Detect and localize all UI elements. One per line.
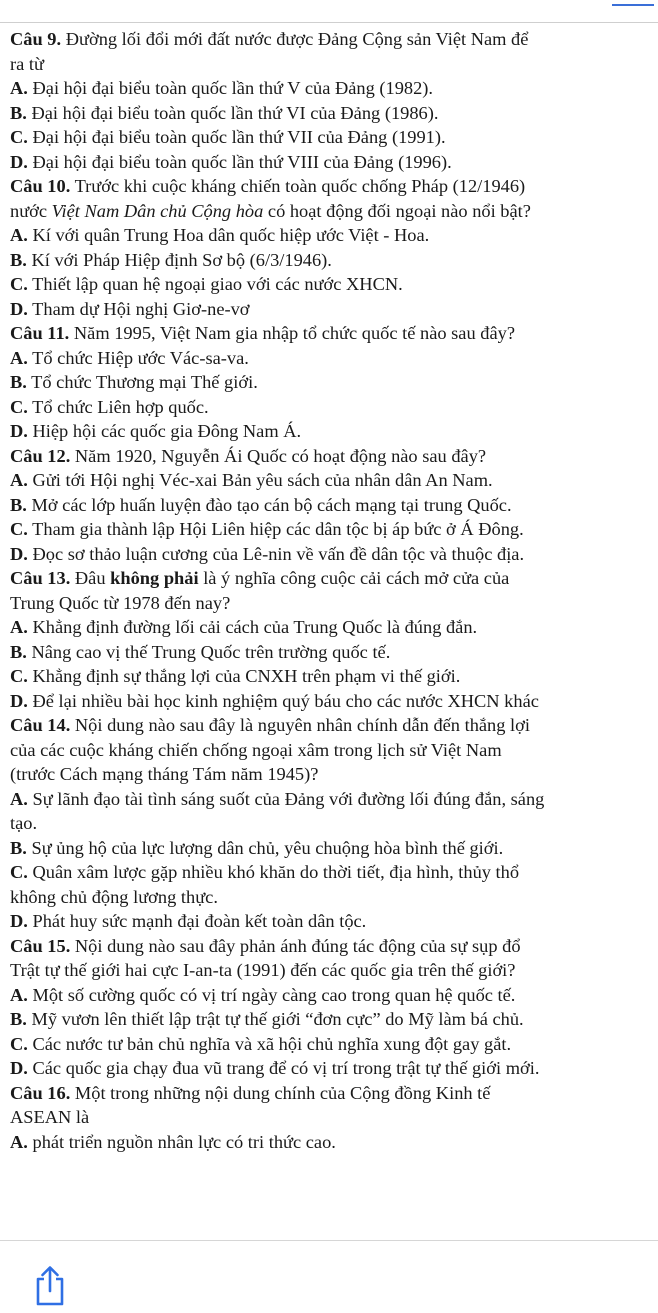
question-16-stem: Câu 16. Một trong những nội dung chính của Cộng đồng Kinh tế — [10, 1082, 491, 1103]
question-11-option-c: C. Tổ chức Liên hợp quốc. — [10, 396, 209, 417]
question-15-stem: Câu 15. Nội dung nào sau đây phản ánh đúng tác động của sự sụp đổ — [10, 935, 521, 956]
question-9-stem: Câu 9. Đường lối đổi mới đất nước được Đảng Cộng sản Việt Nam để — [10, 29, 529, 49]
question-9-option-d: D. Đại hội đại biểu toàn quốc lần thứ VIII của Đảng (1996). — [10, 151, 452, 172]
question-13-stem: Câu 13. Đâu không phải là ý nghĩa công cuộc cải cách mở cửa của — [10, 568, 510, 588]
question-15-option-b: B. Mỹ vươn lên thiết lập trật tự thế giới “đơn cực” do Mỹ làm bá chủ. — [10, 1009, 524, 1029]
question-13-option-a: A. Khẳng định đường lối cải cách của Trung Quốc là đúng đắn. — [10, 617, 478, 637]
question-10-stem-cont: nước Việt Nam Dân chủ Cộng hòa có hoạt động đối ngoại nào nổi bật? — [10, 200, 531, 221]
question-14-stem-cont-2: (trước Cách mạng tháng Tám năm 1945)? — [10, 764, 319, 784]
question-9-option-a: A. Đại hội đại biểu toàn quốc lần thứ V của Đảng (1982). — [10, 78, 434, 98]
question-15-option-c: C. Các nước tư bản chủ nghĩa và xã hội chủ nghĩa xung đột gay gắt. — [10, 1033, 512, 1054]
share-icon — [33, 1296, 67, 1311]
question-9-option-b: B. Đại hội đại biểu toàn quốc lần thứ VI của Đảng (1986). — [10, 102, 439, 123]
question-11-option-b: B. Tổ chức Thương mại Thế giới. — [10, 372, 258, 392]
question-14-option-d: D. Phát huy sức mạnh đại đoàn kết toàn dân tộc. — [10, 911, 367, 931]
share-button[interactable] — [33, 1264, 67, 1308]
question-15-stem-cont: Trật tự thế giới hai cực I-an-ta (1991) đến các quốc gia trên thế giới? — [10, 960, 516, 980]
question-16-stem-cont: ASEAN là — [10, 1107, 90, 1127]
question-9-stem-cont: ra từ — [10, 53, 44, 74]
question-13-option-b: B. Nâng cao vị thế Trung Quốc trên trường quốc tế. — [10, 641, 391, 662]
question-14-option-a: A. Sự lãnh đạo tài tình sáng suốt của Đảng với đường lối đúng đắn, sáng — [10, 788, 545, 809]
top-accent-bar — [612, 4, 654, 6]
question-15-option-a: A. Một số cường quốc có vị trí ngày càng cao trong quan hệ quốc tế. — [10, 984, 516, 1005]
question-16-option-a: A. phát triển nguồn nhân lực có tri thức cao. — [10, 1131, 336, 1152]
question-12-option-c: C. Tham gia thành lập Hội Liên hiệp các dân tộc bị áp bức ở Á Đông. — [10, 519, 524, 539]
question-14-option-c-cont: không chủ động lương thực. — [10, 886, 218, 907]
question-14-option-c: C. Quân xâm lược gặp nhiều khó khăn do thời tiết, địa hình, thủy thổ — [10, 862, 520, 882]
question-12-option-b: B. Mở các lớp huấn luyện đào tạo cán bộ cách mạng tại trung Quốc. — [10, 494, 512, 515]
question-12-option-a: A. Gửi tới Hội nghị Véc-xai Bản yêu sách của nhân dân An Nam. — [10, 470, 493, 490]
question-10-option-b: B. Kí với Pháp Hiệp định Sơ bộ (6/3/1946). — [10, 249, 332, 270]
question-12-option-d: D. Đọc sơ thảo luận cương của Lê-nin về vấn đề dân tộc và thuộc địa. — [10, 543, 525, 564]
question-11-option-a: A. Tổ chức Hiệp ước Vác-sa-va. — [10, 347, 249, 368]
question-14-stem-cont-1: của các cuộc kháng chiến chống ngoại xâm trong lịch sử Việt Nam — [10, 739, 502, 760]
question-10-option-c: C. Thiết lập quan hệ ngoại giao với các nước XHCN. — [10, 274, 403, 294]
question-11-option-d: D. Hiệp hội các quốc gia Đông Nam Á. — [10, 421, 302, 441]
question-14-stem: Câu 14. Nội dung nào sau đây là nguyên nhân chính dẫn đến thắng lợi — [10, 715, 530, 735]
question-10-stem: Câu 10. Trước khi cuộc kháng chiến toàn quốc chống Pháp (12/1946) — [10, 176, 526, 196]
top-divider — [0, 22, 658, 23]
question-10-option-d: D. Tham dự Hội nghị Giơ-ne-vơ — [10, 298, 250, 319]
question-10-option-a: A. Kí với quân Trung Hoa dân quốc hiệp ước Việt - Hoa. — [10, 225, 430, 245]
question-14-option-a-cont: tạo. — [10, 813, 38, 833]
question-13-option-d: D. Để lại nhiều bài học kinh nghiệm quý báu cho các nước XHCN khác — [10, 690, 539, 711]
document-page — [10, 27, 658, 1154]
question-15-option-d: D. Các quốc gia chạy đua vũ trang để có vị trí trong trật tự thế giới mới. — [10, 1058, 540, 1078]
question-12-stem: Câu 12. Năm 1920, Nguyễn Ái Quốc có hoạt động nào sau đây? — [10, 445, 487, 466]
question-9-option-c: C. Đại hội đại biểu toàn quốc lần thứ VII của Đảng (1991). — [10, 127, 446, 147]
question-13-option-c: C. Khẳng định sự thắng lợi của CNXH trên phạm vi thế giới. — [10, 666, 461, 686]
bottom-divider — [0, 1240, 658, 1241]
question-11-stem: Câu 11. Năm 1995, Việt Nam gia nhập tổ chức quốc tế nào sau đây? — [10, 323, 515, 343]
question-13-stem-cont: Trung Quốc từ 1978 đến nay? — [10, 592, 231, 613]
question-14-option-b: B. Sự ủng hộ của lực lượng dân chủ, yêu chuộng hòa bình thế giới. — [10, 837, 504, 858]
